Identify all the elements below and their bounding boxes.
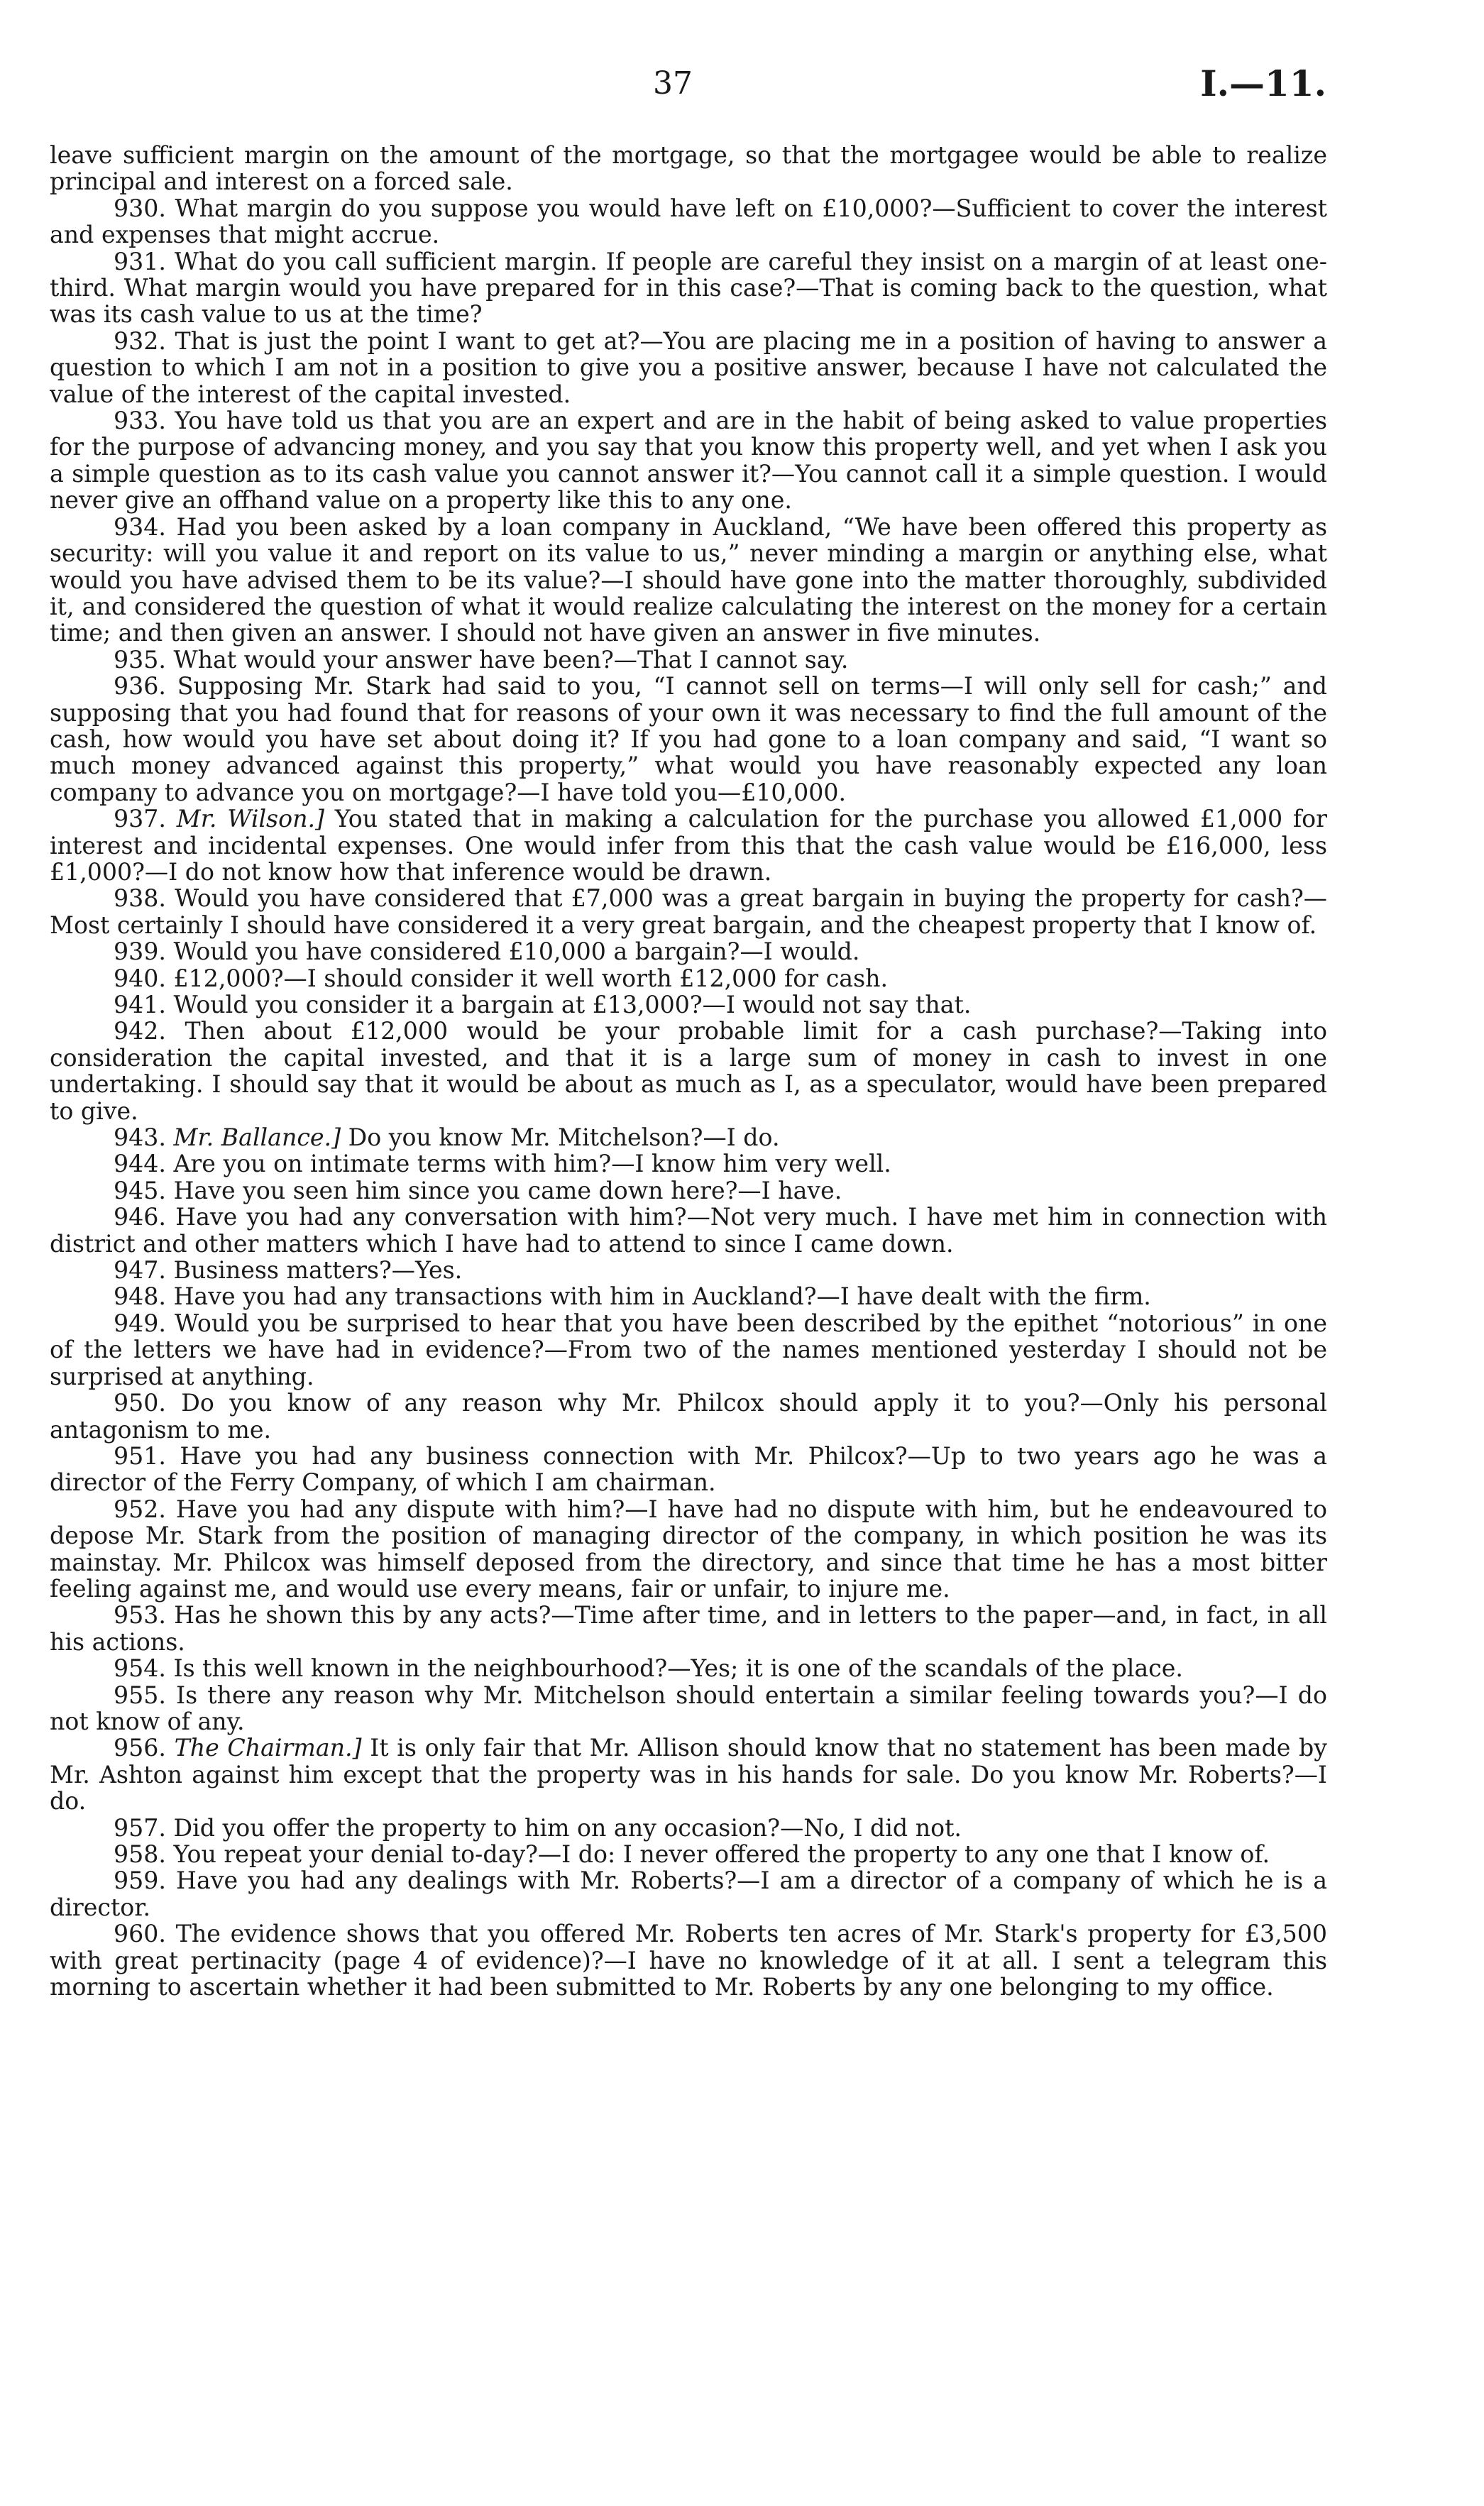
speaker-label: Mr. Wilson.] bbox=[176, 805, 324, 833]
evidence-paragraph bbox=[50, 938, 1327, 965]
question-and-answer-text: Had you been asked by a loan company in Auckland, “We have been offered this property as security: will you value it and report on its value to us,” never minding a margin or anything else, what would you have advised them to be its value?—I should have gone into the matter thoroughly, subdivided it, and considered the question of what it would realize calculating the interest on the money for a certain time; and then given an answer. I should not have given an answer in five minutes. bbox=[50, 512, 1327, 647]
evidence-paragraph bbox=[50, 407, 1327, 514]
question-and-answer-text: Have you seen him since you came down here?—I have. bbox=[173, 1176, 842, 1204]
question-and-answer-text: You stated that in making a calculation for the purchase you allowed £1,000 for interest and incidental expenses. One would infer from this that the cash value would be £16,000, less £1,000?—I do not know how that inference would be drawn. bbox=[50, 805, 1327, 886]
question-number: 930. bbox=[114, 194, 166, 222]
question-and-answer-text: Would you consider it a bargain at £13,000?—I would not say that. bbox=[173, 991, 972, 1018]
question-number: 959. bbox=[114, 1867, 166, 1895]
question-number: 944. bbox=[114, 1150, 166, 1178]
question-and-answer-text: The evidence shows that you offered Mr. Roberts ten acres of Mr. Stark's property for £3,500 with great pertinacity (page 4 of evidence)?—I have no knowledge of it at all. I sent a telegram this morning to ascertain whether it had been submitted to Mr. Roberts by any one belonging to my office. bbox=[50, 1920, 1327, 2001]
question-number: 942. bbox=[114, 1017, 166, 1045]
question-and-answer-text: What margin do you suppose you would have left on £10,000?—Sufficient to cover the interest and expenses that might accrue. bbox=[50, 194, 1327, 249]
question-and-answer-text: You repeat your denial to-day?—I do: I never offered the property to any one that I know of. bbox=[173, 1840, 1270, 1868]
evidence-paragraph bbox=[50, 1602, 1327, 1655]
question-and-answer-text: That is just the point I want to get at?—You are placing me in a position of having to answer a question to which I am not in a position to give you a positive answer, because I have not calculated the value of the interest of the capital invested. bbox=[50, 326, 1327, 408]
question-number: 953. bbox=[114, 1601, 166, 1630]
question-and-answer-text: Would you have considered that £7,000 was a great bargain in buying the property for cash?—Most certainly I should have considered it a very great bargain, and the cheapest property that I know of. bbox=[50, 884, 1327, 939]
evidence-paragraph bbox=[50, 1443, 1327, 1496]
evidence-paragraph bbox=[50, 991, 1327, 1018]
question-and-answer-text: You have told us that you are an expert and are in the habit of being asked to value properties for the purpose of advancing money, and you say that you know this property well, and yet when I ask you a simple question as to its cash value you cannot answer it?—You cannot call it a simple question. I would never give an offhand value on a property like this to any one. bbox=[50, 407, 1327, 515]
evidence-paragraph bbox=[50, 1124, 1327, 1150]
question-number: 955. bbox=[114, 1681, 166, 1709]
evidence-paragraph bbox=[50, 1150, 1327, 1177]
question-and-answer-text: £12,000?—I should consider it well worth £12,000 for cash. bbox=[173, 964, 889, 992]
question-and-answer-text: Do you know of any reason why Mr. Philcox should apply it to you?—Only his personal antagonism to me. bbox=[50, 1389, 1327, 1444]
question-number: 931. bbox=[114, 247, 166, 275]
evidence-paragraph bbox=[50, 1496, 1327, 1603]
question-number: 950. bbox=[114, 1389, 166, 1417]
question-number: 935. bbox=[114, 645, 166, 674]
speaker-label: Mr. Ballance.] bbox=[173, 1123, 341, 1152]
evidence-paragraph bbox=[50, 1920, 1327, 2000]
question-number: 932. bbox=[114, 326, 166, 355]
evidence-paragraph bbox=[50, 885, 1327, 938]
evidence-paragraph bbox=[50, 514, 1327, 647]
question-number: 941. bbox=[114, 991, 166, 1018]
question-and-answer-text: Then about £12,000 would be your probable limit for a cash purchase?—Taking into consideration the capital invested, and that it is a large sum of money in cash to invest in one undertaking. I should say that it would be about as much as I, as a speculator, would have been prepared to give. bbox=[50, 1017, 1327, 1125]
question-number: 946. bbox=[114, 1203, 166, 1231]
question-number: 952. bbox=[114, 1495, 166, 1523]
question-and-answer-text: Have you had any dispute with him?—I have had no dispute with him, but he endeavoured to depose Mr. Stark from the position of managing director of the company, in which position he was its mainstay. Mr. Philcox was himself deposed from the directory, and since that time he has a most bitter feeling against me, and would use every means, fair or unfair, to injure me. bbox=[50, 1495, 1327, 1603]
question-and-answer-text: Are you on intimate terms with him?—I know him very well. bbox=[173, 1150, 891, 1178]
question-and-answer-text: Business matters?—Yes. bbox=[173, 1256, 463, 1285]
question-and-answer-text: Have you had any conversation with him?—Not very much. I have met him in connection with district and other matters which I have had to attend to since I came down. bbox=[50, 1203, 1327, 1258]
opening-paragraph: leave sufficient margin on the amount of the mortgage, so that the mortgagee would be able to realize principal and interest on a forced sale. bbox=[50, 141, 1327, 196]
question-and-answer-text: Would you have considered £10,000 a bargain?—I would. bbox=[173, 938, 860, 966]
question-and-answer-text: Has he shown this by any acts?—Time after time, and in letters to the paper—and, in fact, in all his actions. bbox=[50, 1601, 1327, 1656]
document-body bbox=[50, 142, 1327, 2000]
question-number: 960. bbox=[114, 1920, 166, 1948]
question-number: 937. bbox=[114, 805, 166, 833]
question-number: 934. bbox=[114, 512, 166, 541]
question-number: 954. bbox=[114, 1654, 166, 1683]
question-list bbox=[50, 195, 1327, 2001]
question-number: 956. bbox=[114, 1734, 166, 1762]
question-and-answer-text: Is there any reason why Mr. Mitchelson should entertain a similar feeling towards you?—I do not know of any. bbox=[50, 1681, 1327, 1735]
evidence-paragraph bbox=[50, 1735, 1327, 1814]
question-and-answer-text: Did you offer the property to him on any occasion?—No, I did not. bbox=[173, 1813, 962, 1842]
question-and-answer-text: Have you had any business connection with Mr. Philcox?—Up to two years ago he was a director of the Ferry Company, of which I am chairman. bbox=[50, 1441, 1327, 1497]
evidence-paragraph bbox=[50, 673, 1327, 806]
evidence-paragraph bbox=[50, 1815, 1327, 1841]
question-number: 947. bbox=[114, 1256, 166, 1285]
evidence-paragraph bbox=[50, 1682, 1327, 1735]
evidence-paragraph bbox=[50, 1257, 1327, 1283]
question-number: 951. bbox=[114, 1441, 166, 1470]
evidence-paragraph bbox=[50, 1867, 1327, 1920]
evidence-paragraph bbox=[50, 248, 1327, 328]
question-and-answer-text: Would you be surprised to hear that you have been described by the epithet “notorious” in one of the letters we have had in evidence?—From two of the names mentioned yesterday I should not be surprised at anything. bbox=[50, 1309, 1327, 1390]
question-number: 933. bbox=[114, 407, 166, 435]
evidence-paragraph bbox=[50, 1310, 1327, 1390]
question-number: 958. bbox=[114, 1840, 166, 1868]
question-number: 939. bbox=[114, 938, 166, 966]
evidence-paragraph bbox=[50, 328, 1327, 407]
page-number: 37 bbox=[653, 65, 693, 101]
question-and-answer-text: Supposing Mr. Stark had said to you, “I cannot sell on terms—I will only sell for cash;” and supposing that you had found that for reasons of your own it was necessary to find the full amount of the cash, how would you have set about doing it? If you had gone to a loan company and said, “I want so much money advanced against this property,” what would you have reasonably expected any loan company to advance you on mortgage?—I have told you—£10,000. bbox=[50, 672, 1327, 806]
evidence-paragraph bbox=[50, 1177, 1327, 1204]
evidence-paragraph bbox=[50, 195, 1327, 248]
question-number: 957. bbox=[114, 1813, 166, 1842]
evidence-paragraph bbox=[50, 965, 1327, 991]
document-reference: I.—11. bbox=[1200, 62, 1326, 104]
question-and-answer-text: What do you call sufficient margin. If people are careful they insist on a margin of at least one-third. What margin would you have prepared for in this case?—That is coming back to the question, what was its cash value to us at the time? bbox=[50, 247, 1327, 329]
speaker-label: The Chairman.] bbox=[174, 1734, 362, 1762]
evidence-paragraph bbox=[50, 806, 1327, 885]
evidence-paragraph bbox=[50, 1283, 1327, 1309]
question-number: 948. bbox=[114, 1282, 166, 1311]
question-and-answer-text: It is only fair that Mr. Allison should know that no statement has been made by Mr. Ashton against him except that the property was in his hands for sale. Do you know Mr. Roberts?—I do. bbox=[50, 1734, 1327, 1815]
question-and-answer-text: Have you had any dealings with Mr. Roberts?—I am a director of a company of which he is a director. bbox=[50, 1867, 1327, 1921]
question-number: 945. bbox=[114, 1176, 166, 1204]
question-and-answer-text: Have you had any transactions with him in Auckland?—I have dealt with the firm. bbox=[173, 1282, 1151, 1311]
evidence-paragraph bbox=[50, 1204, 1327, 1257]
question-number: 949. bbox=[114, 1309, 166, 1337]
evidence-paragraph bbox=[50, 1655, 1327, 1681]
question-number: 940. bbox=[114, 964, 166, 992]
question-and-answer-text: Is this well known in the neighbourhood?—Yes; it is one of the scandals of the place. bbox=[173, 1654, 1183, 1683]
question-number: 938. bbox=[114, 884, 166, 913]
evidence-paragraph bbox=[50, 1018, 1327, 1124]
question-and-answer-text: Do you know Mr. Mitchelson?—I do. bbox=[348, 1123, 780, 1152]
question-number: 943. bbox=[114, 1123, 166, 1152]
evidence-paragraph bbox=[50, 1390, 1327, 1443]
evidence-paragraph bbox=[50, 1841, 1327, 1867]
question-number: 936. bbox=[114, 672, 166, 700]
question-and-answer-text: What would your answer have been?—That I cannot say. bbox=[173, 645, 849, 674]
evidence-paragraph bbox=[50, 647, 1327, 673]
